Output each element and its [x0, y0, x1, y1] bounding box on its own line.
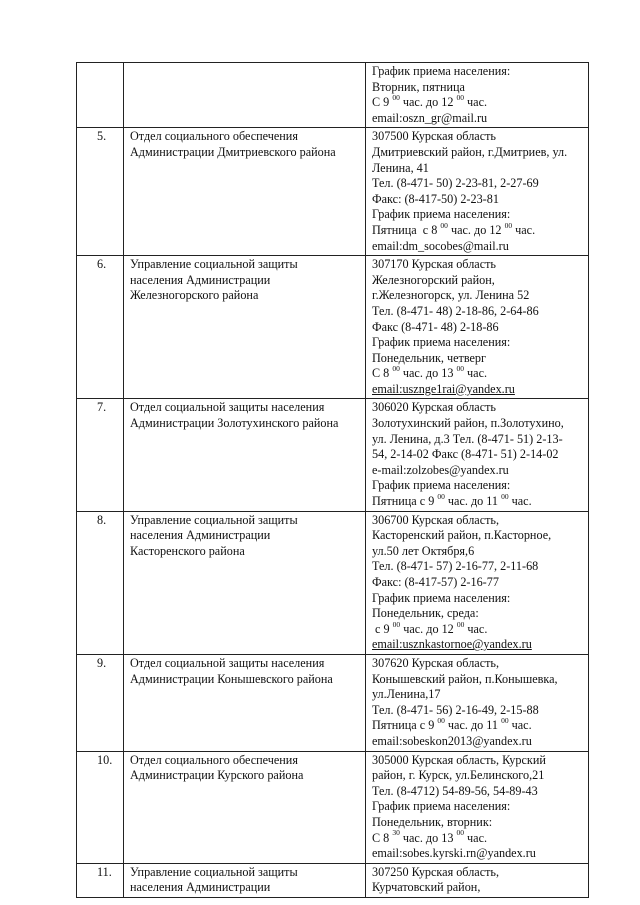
hours-text: час. до 12: [447, 222, 505, 237]
minutes-superscript: 00: [504, 220, 513, 230]
hours-text: час.: [508, 494, 532, 509]
organization-name-cell: [124, 511, 366, 654]
hours-text: час.: [464, 621, 488, 636]
reception-hours-line: [372, 220, 584, 239]
reception-hours-line: [372, 491, 584, 510]
contact-info-line: Ленина, 41: [372, 160, 429, 175]
social-protection-offices-table: [76, 62, 589, 898]
reception-hours-line: [372, 95, 584, 111]
email-address[interactable]: email:usznge1rai@yandex.ru: [372, 381, 515, 396]
minutes-superscript: 00: [456, 828, 464, 838]
minutes-superscript: 00: [501, 716, 509, 726]
table-row: [77, 256, 589, 399]
email-address[interactable]: email:sobes.kyrski.rn@yandex.ru: [372, 846, 536, 861]
contact-info-cell: [366, 128, 589, 256]
hours-text: час. до 11: [444, 718, 502, 733]
hours-text: час. до 12: [399, 95, 457, 110]
organization-name-cell: [124, 128, 366, 256]
hours-text: С 8: [372, 366, 393, 381]
row-number: 7.: [77, 399, 124, 511]
contact-info-line: Понедельник, среда:: [372, 606, 479, 621]
contact-info-line: 307250 Курская область,: [372, 864, 500, 879]
contact-info-line: Вторник, пятница: [372, 79, 465, 94]
hours-text: час.: [512, 222, 536, 237]
contact-info-line: ул. Ленина, д.3 Тел. (8-471- 51) 2-13-: [372, 431, 563, 446]
contact-info-line: 306020 Курская область: [372, 400, 496, 415]
row-number: 6.: [77, 256, 124, 399]
hours-text: час.: [464, 95, 488, 110]
reception-hours-line: [372, 366, 584, 382]
organization-name-line: населения Администрации: [130, 272, 271, 287]
minutes-superscript: 00: [437, 716, 445, 726]
organization-name-cell: [124, 751, 366, 863]
organization-name-line: Администрации Курского района: [130, 768, 304, 783]
contact-info-line: Курчатовский район,: [372, 880, 481, 895]
table-row: [77, 63, 589, 128]
contact-info-cell: [366, 863, 589, 897]
minutes-superscript: 00: [392, 619, 401, 629]
hours-text: час. до 11: [444, 494, 502, 509]
hours-text: с 9: [372, 621, 393, 636]
contact-info-line: График приема населения:: [372, 590, 511, 605]
minutes-superscript: 00: [392, 364, 400, 374]
hours-text: час.: [464, 366, 488, 381]
organization-name-cell: [124, 654, 366, 751]
contact-info-line: График приема населения:: [372, 64, 511, 78]
reception-hours-line: [372, 718, 584, 734]
organization-name-line: Отдел социальной защиты населения: [130, 400, 325, 415]
contact-info-line: 306700 Курская область,: [372, 512, 500, 527]
organization-name-line: Управление социальной защиты: [130, 864, 298, 879]
hours-text: Пятница с 9: [372, 494, 438, 509]
contact-info-line: 307500 Курская область: [372, 129, 496, 144]
minutes-superscript: 00: [456, 364, 464, 374]
contact-info-line: График приема населения:: [372, 335, 511, 350]
table-row: [77, 128, 589, 256]
reception-hours-line: [372, 828, 584, 847]
row-number: [77, 63, 124, 128]
organization-name-line: Управление социальной защиты: [130, 257, 298, 272]
contact-info-line: Факс: (8-417-57) 2-16-77: [372, 575, 499, 589]
organization-name-cell: [124, 256, 366, 399]
hours-text: Пятница с 9: [372, 718, 438, 733]
organization-name-cell: [124, 399, 366, 511]
reception-hours-line: [372, 619, 584, 638]
contact-info-line: e-mail:zolzobes@yandex.ru: [372, 462, 509, 477]
contact-info-line: 54, 2-14-02 Факс (8-471- 51) 2-14-02: [372, 447, 559, 462]
row-number: 9.: [77, 654, 124, 751]
contact-info-cell: [366, 63, 589, 128]
table-row: [77, 511, 589, 654]
contact-info-line: Факс (8-471- 48) 2-18-86: [372, 319, 499, 334]
email-address[interactable]: email:usznkastornoe@yandex.ru: [372, 637, 532, 652]
row-number: 5.: [77, 128, 124, 256]
table-row: [77, 654, 589, 751]
organization-name-line: Отдел социальной защиты населения: [130, 655, 325, 670]
contact-info-line: Понедельник, четверг: [372, 350, 487, 365]
organization-name-line: населения Администрации: [130, 528, 271, 543]
contact-info-line: Конышевский район, п.Конышевка,: [372, 671, 558, 686]
minutes-superscript: 00: [501, 491, 509, 501]
organization-name-line: Управление социальной защиты: [130, 512, 298, 527]
contact-info-line: ул.50 лет Октября,6: [372, 543, 475, 558]
organization-name-line: населения Администрации: [130, 880, 271, 895]
contact-info-line: График приема населения:: [372, 207, 511, 222]
hours-text: С 9: [372, 95, 393, 110]
contact-info-line: Дмитриевский район, г.Дмитриев, ул.: [372, 144, 568, 159]
contact-info-line: Железногорский район,: [372, 272, 495, 287]
contact-info-cell: [366, 654, 589, 751]
contact-info-line: 307170 Курская область: [372, 257, 496, 272]
hours-text: час. до 12: [400, 621, 457, 636]
hours-text: С 8: [372, 830, 393, 845]
contact-info-line: район, г. Курск, ул.Белинского,21: [372, 768, 545, 783]
hours-text: час.: [464, 830, 488, 845]
hours-text: Пятница с 8: [372, 222, 441, 237]
organization-name-cell: [124, 63, 366, 128]
contact-info-line: Тел. (8-471- 56) 2-16-49, 2-15-88: [372, 702, 539, 717]
contact-info-line: 305000 Курская область, Курский: [372, 752, 546, 767]
organization-name-line: Администрации Дмитриевского района: [130, 144, 336, 159]
organization-name-line: Администрации Конышевского района: [130, 671, 333, 686]
contact-info-line: Тел. (8-4712) 54-89-56, 54-89-43: [372, 783, 538, 798]
organization-name-line: Администрации Золотухинского района: [130, 416, 339, 431]
organization-name-line: Касторенского района: [130, 543, 245, 558]
organization-name-line: Отдел социального обеспечения: [130, 752, 298, 767]
organization-name-line: Отдел социального обеспечения: [130, 129, 298, 144]
contact-info-cell: [366, 751, 589, 863]
row-number: 11.: [77, 863, 124, 897]
contact-info-line: г.Железногорск, ул. Ленина 52: [372, 288, 530, 303]
hours-text: час. до 13: [399, 366, 457, 381]
contact-info-line: График приема населения:: [372, 799, 511, 814]
table-row: [77, 399, 589, 511]
minutes-superscript: 00: [392, 93, 400, 103]
contact-info-line: Золотухинский район, п.Золотухино,: [372, 416, 564, 431]
organization-name-line: Железногорского района: [130, 288, 259, 303]
contact-info-line: Тел. (8-471- 57) 2-16-77, 2-11-68: [372, 559, 539, 574]
minutes-superscript: 00: [456, 93, 464, 103]
table-row: [77, 863, 589, 897]
contact-info-line: 307620 Курская область,: [372, 655, 500, 670]
contact-info-cell: [366, 511, 589, 654]
hours-text: час.: [508, 718, 532, 733]
row-number: 10.: [77, 751, 124, 863]
contact-info-line: Тел. (8-471- 50) 2-23-81, 2-27-69: [372, 176, 539, 191]
contact-info-cell: [366, 399, 589, 511]
contact-info-line: ул.Ленина,17: [372, 687, 441, 702]
contact-info-line: Факс: (8-417-50) 2-23-81: [372, 191, 499, 206]
table-body: [77, 63, 589, 898]
table-row: [77, 751, 589, 863]
organization-name-cell: [124, 863, 366, 897]
email-address[interactable]: email:oszn_gr@mail.ru: [372, 110, 488, 125]
minutes-superscript: 00: [456, 619, 465, 629]
row-number: 8.: [77, 511, 124, 654]
minutes-superscript: 00: [437, 491, 445, 501]
contact-info-line: Касторенский район, п.Касторное,: [372, 528, 552, 543]
hours-text: час. до 13: [399, 830, 457, 845]
contact-info-line: Тел. (8-471- 48) 2-18-86, 2-64-86: [372, 303, 539, 318]
email-address[interactable]: email:dm_socobes@mail.ru: [372, 238, 509, 253]
contact-info-line: График приема населения:: [372, 478, 511, 493]
minutes-superscript: 00: [440, 220, 448, 230]
contact-info-line: Понедельник, вторник:: [372, 814, 493, 829]
minutes-superscript: 30: [392, 828, 400, 838]
contact-info-cell: [366, 256, 589, 399]
email-address[interactable]: email:sobeskon2013@yandex.ru: [372, 733, 532, 748]
